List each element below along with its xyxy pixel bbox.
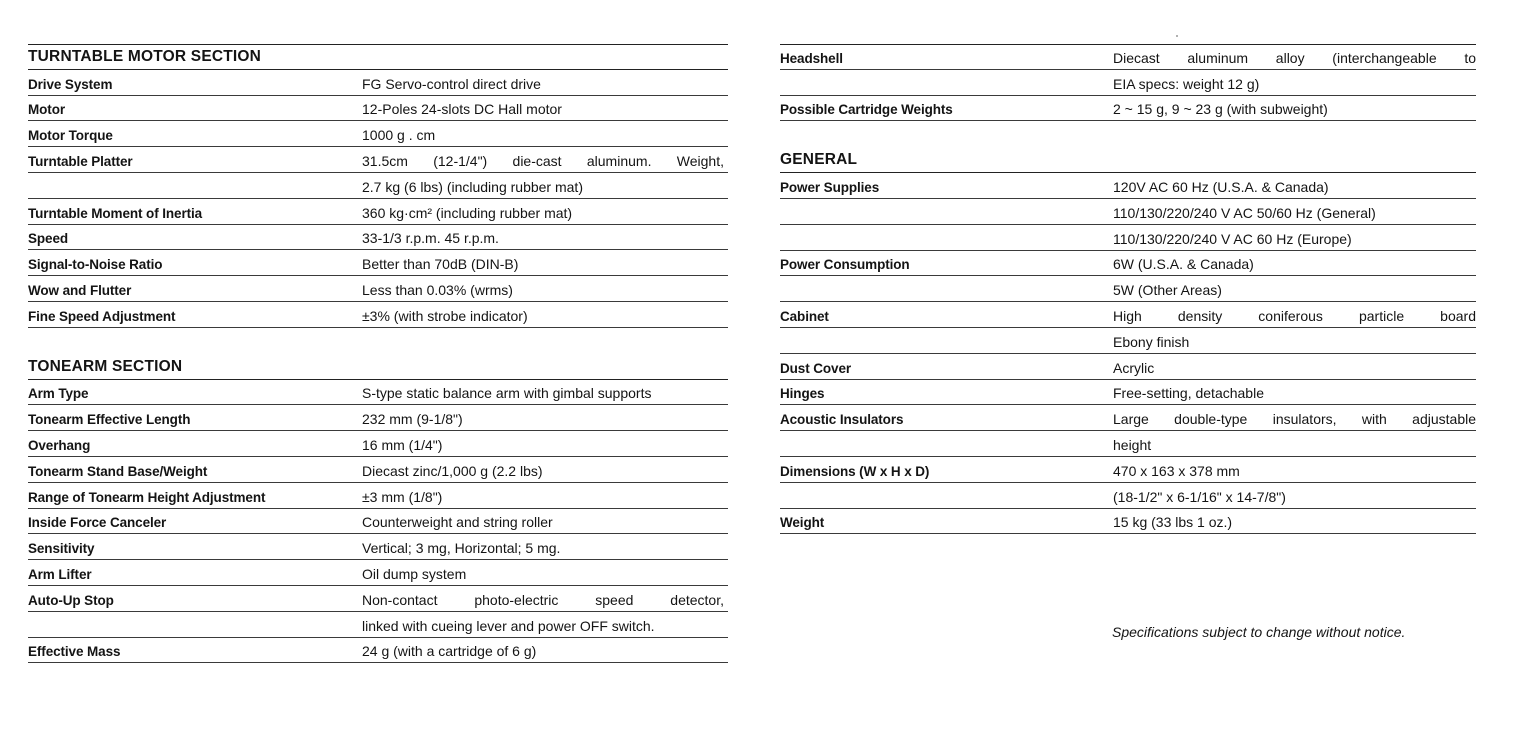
spec-label: Wow and Flutter xyxy=(28,282,132,298)
spec-label: Effective Mass xyxy=(28,644,121,660)
spec-row-auto-up-stop xyxy=(28,586,728,612)
spec-label: Tonearm Stand Base/Weight xyxy=(28,463,208,479)
spec-row-possible-cartridge-weights xyxy=(780,96,1476,122)
spec-value: linked with cueing lever and power OFF switch. xyxy=(362,617,655,634)
specifications-notice: Specifications subject to change without notice. xyxy=(1112,624,1406,640)
spec-row-acoustic-insulators xyxy=(780,405,1476,431)
spec-label: Fine Speed Adjustment xyxy=(28,308,176,324)
spec-value: Free-setting, detachable xyxy=(1113,385,1264,402)
spec-value: ±3% (with strobe indicator) xyxy=(362,307,528,324)
spec-value: EIA specs: weight 12 g) xyxy=(1113,75,1260,92)
spec-value: Ebony finish xyxy=(1113,333,1190,350)
right-spec-column xyxy=(780,44,1476,534)
section-header xyxy=(780,147,1476,173)
spec-value: Better than 70dB (DIN-B) xyxy=(362,256,519,273)
spec-value: Oil dump system xyxy=(362,565,467,582)
spec-label: Tonearm Effective Length xyxy=(28,412,191,428)
spec-value: 31.5cm (12-1/4") die-cast aluminum. Weight, xyxy=(362,152,724,169)
spec-value: 5W (Other Areas) xyxy=(1113,282,1222,299)
section-spacer xyxy=(780,121,1476,147)
spec-value: 110/130/220/240 V AC 50/60 Hz (General) xyxy=(1113,204,1376,221)
spec-value: 2 ~ 15 g, 9 ~ 23 g (with subweight) xyxy=(1113,101,1328,118)
spec-row-dust-cover xyxy=(780,354,1476,380)
spec-row-arm-type xyxy=(28,380,728,406)
section-title: TURNTABLE MOTOR SECTION xyxy=(28,47,262,65)
spec-label: Power Consumption xyxy=(780,257,910,273)
spec-value: 12-Poles 24-slots DC Hall motor xyxy=(362,101,562,118)
spec-row-arm-lifter xyxy=(28,560,728,586)
spec-value: 110/130/220/240 V AC 60 Hz (Europe) xyxy=(1113,230,1352,247)
spec-row-wow-and-flutter xyxy=(28,276,728,302)
spec-value: 1000 g . cm xyxy=(362,127,436,144)
spec-row-dimensions-w-x-h-x-d xyxy=(780,457,1476,483)
section-header xyxy=(28,354,728,380)
spec-label: Turntable Moment of Inertia xyxy=(28,205,203,221)
spec-row-weight xyxy=(780,509,1476,535)
spec-label: Power Supplies xyxy=(780,179,880,195)
section-spacer xyxy=(28,328,728,354)
section-title: TONEARM SECTION xyxy=(28,357,183,375)
spec-value: height xyxy=(1113,436,1152,453)
spec-row-effective-mass xyxy=(28,638,728,664)
spec-row-power-consumption xyxy=(780,251,1476,277)
spec-row-power-supplies-cont xyxy=(780,225,1476,251)
spec-value: 360 kg·cm² (including rubber mat) xyxy=(362,204,573,221)
spec-label: Speed xyxy=(28,231,69,247)
left-spec-column xyxy=(28,44,728,663)
spec-row-motor xyxy=(28,96,728,122)
spec-value: Large double-type insulators, with adjustable xyxy=(1113,411,1476,428)
spec-value: 470 x 163 x 378 mm xyxy=(1113,462,1240,479)
spec-row-cabinet-cont xyxy=(780,328,1476,354)
spec-row-signal-to-noise-ratio xyxy=(28,250,728,276)
spec-value: FG Servo-control direct drive xyxy=(362,75,541,92)
spec-label: Overhang xyxy=(28,437,91,453)
spec-row-hinges xyxy=(780,380,1476,406)
spec-value: 33-1/3 r.p.m. 45 r.p.m. xyxy=(362,230,499,247)
spec-row-tonearm-effective-length xyxy=(28,405,728,431)
spec-label: Hinges xyxy=(780,386,825,402)
spec-label: Turntable Platter xyxy=(28,153,133,169)
spec-label: Inside Force Canceler xyxy=(28,515,167,531)
spec-value: 232 mm (9-1/8") xyxy=(362,411,463,428)
spec-row-power-supplies-cont xyxy=(780,199,1476,225)
spec-label: Dimensions (W x H x D) xyxy=(780,463,930,479)
spec-row-dimensions-w-x-h-x-d-cont xyxy=(780,483,1476,509)
section-header xyxy=(28,44,728,70)
spec-value: 16 mm (1/4") xyxy=(362,436,443,453)
spec-row-overhang xyxy=(28,431,728,457)
spec-value: 120V AC 60 Hz (U.S.A. & Canada) xyxy=(1113,178,1329,195)
spec-label: Auto-Up Stop xyxy=(28,592,114,608)
spec-row-power-consumption-cont xyxy=(780,276,1476,302)
spec-value: Diecast zinc/1,000 g (2.2 lbs) xyxy=(362,462,543,479)
spec-label: Weight xyxy=(780,515,825,531)
spec-value: Non-contact photo-electric speed detector, xyxy=(362,591,724,608)
spec-label: Signal-to-Noise Ratio xyxy=(28,257,163,273)
spec-label: Motor Torque xyxy=(28,128,113,144)
section-title: GENERAL xyxy=(780,151,858,169)
spec-row-motor-torque xyxy=(28,121,728,147)
spec-row-fine-speed-adjustment xyxy=(28,302,728,328)
spec-label: Sensitivity xyxy=(28,541,95,557)
spec-value: S-type static balance arm with gimbal supports xyxy=(362,385,652,402)
spec-value: ±3 mm (1/8") xyxy=(362,488,443,505)
spec-label: Dust Cover xyxy=(780,360,852,376)
spec-row-turntable-moment-of-inertia xyxy=(28,199,728,225)
spec-value: 24 g (with a cartridge of 6 g) xyxy=(362,643,537,660)
spec-label: Range of Tonearm Height Adjustment xyxy=(28,489,266,505)
spec-value: High density coniferous particle board xyxy=(1113,307,1476,324)
spec-label: Drive System xyxy=(28,76,113,92)
spec-row-power-supplies xyxy=(780,173,1476,199)
spec-value: Acrylic xyxy=(1113,359,1155,376)
spec-value: (18-1/2" x 6-1/16" x 14-7/8") xyxy=(1113,488,1286,505)
spec-value: Less than 0.03% (wrms) xyxy=(362,281,513,298)
spec-row-headshell-cont xyxy=(780,70,1476,96)
spec-row-turntable-platter xyxy=(28,147,728,173)
spec-value: 6W (U.S.A. & Canada) xyxy=(1113,256,1254,273)
spec-row-speed xyxy=(28,225,728,251)
spec-label: Arm Lifter xyxy=(28,566,92,582)
spec-label: Possible Cartridge Weights xyxy=(780,102,953,118)
spec-value: Counterweight and string roller xyxy=(362,514,553,531)
spec-row-inside-force-canceler xyxy=(28,509,728,535)
spec-label: Cabinet xyxy=(780,308,829,324)
spec-row-drive-system xyxy=(28,70,728,96)
spec-row-cabinet xyxy=(780,302,1476,328)
spec-value: Vertical; 3 mg, Horizontal; 5 mg. xyxy=(362,540,561,557)
spec-row-auto-up-stop-cont xyxy=(28,612,728,638)
spec-value: 15 kg (33 lbs 1 oz.) xyxy=(1113,514,1233,531)
spec-row-turntable-platter-cont xyxy=(28,173,728,199)
spec-value: Diecast aluminum alloy (interchangeable to xyxy=(1113,49,1476,66)
spec-row-tonearm-stand-base-weight xyxy=(28,457,728,483)
spec-value: 2.7 kg (6 lbs) (including rubber mat) xyxy=(362,178,583,195)
spec-row-sensitivity xyxy=(28,534,728,560)
spec-label: Headshell xyxy=(780,50,843,66)
spec-row-acoustic-insulators-cont xyxy=(780,431,1476,457)
spec-label: Motor xyxy=(28,102,65,118)
spec-label: Arm Type xyxy=(28,386,89,402)
spec-row-range-of-tonearm-height-adjustment xyxy=(28,483,728,509)
spec-row-headshell xyxy=(780,44,1476,70)
scan-speck xyxy=(1176,35,1178,37)
spec-label: Acoustic Insulators xyxy=(780,412,904,428)
